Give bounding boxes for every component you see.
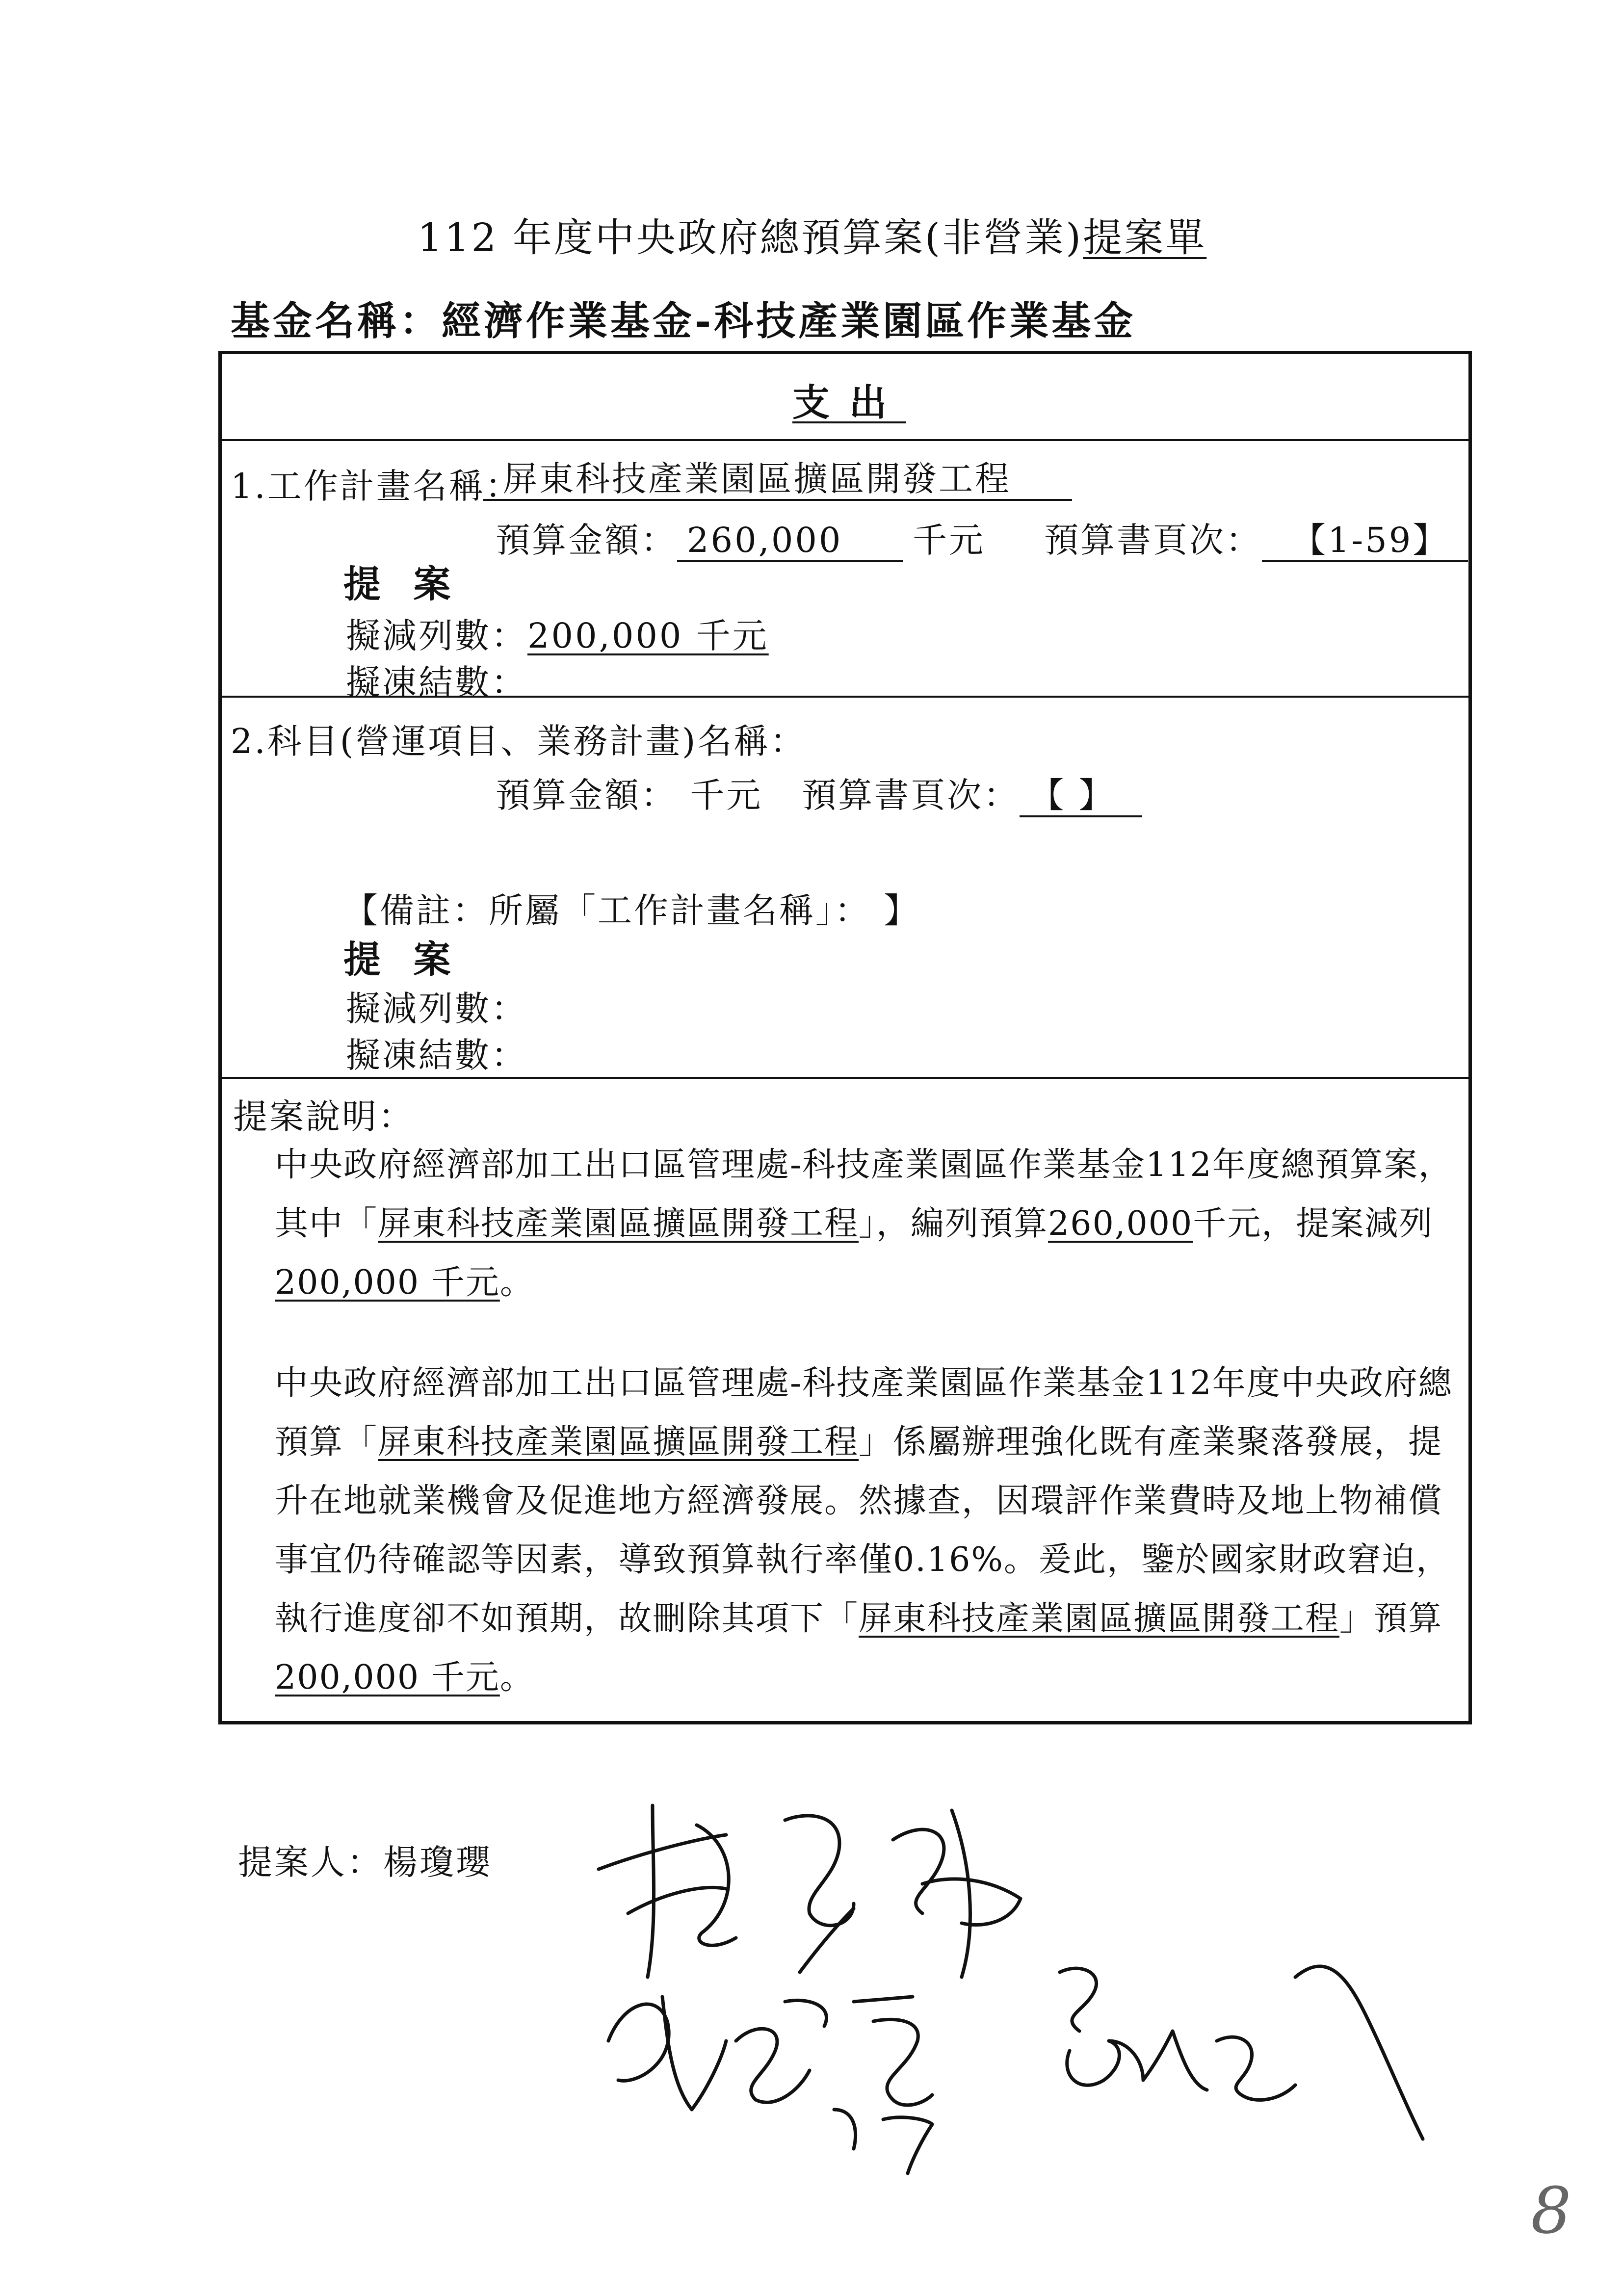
item2-label: 2.科目(營運項目、業務計畫)名稱： <box>231 721 807 761</box>
item2-reduce-label: 擬減列數： <box>346 989 527 1029</box>
p1-amount: 260,000 <box>1048 1204 1193 1243</box>
page-mark: 8 <box>1531 2173 1572 2248</box>
item2-budget-text: 預算金額： 千元 <box>496 775 763 815</box>
item1-budget-value: 260,000 <box>677 522 903 562</box>
proposer-label: 提案人：楊瓊瓔 <box>238 1842 492 1882</box>
title-text: 112 年度中央政府總預算案(非營業) <box>417 215 1083 261</box>
p2-text-b: 」係屬辦理強化既有產業聚落發展，提升在地就業機會及促進地方經濟發展。然據查，因環評作業費時及地上物補償事宜仍待確認等因素，導致預算執行率僅0.16%。爰此，鑒於國家財政窘迫，執行進度卻不如預期，故刪除其項下「 <box>275 1423 1451 1638</box>
p1-text-a: 中央政府經濟部加工出口區管理處-科技產業園區作業基金112年度總預算案，其中「 <box>275 1146 1453 1243</box>
p1-text-b: 」，編列預算 <box>859 1204 1048 1243</box>
section-header-expenditure: 支出 <box>792 381 906 424</box>
item1-unit: 千元 <box>913 520 985 560</box>
handwritten-signatures <box>579 1766 1438 2183</box>
item2-proposal-heading: 提 案 <box>343 938 461 981</box>
item1-proposal-heading: 提 案 <box>343 562 461 606</box>
item2-page-value: 【 】 <box>1020 777 1142 817</box>
item1-plan-name-value: 屏東科技產業園區擴區開發工程 <box>483 460 1072 501</box>
title-underlined-text: 提案單 <box>1083 215 1207 261</box>
divider-header <box>218 439 1472 441</box>
p2-text-a: 中央政府經濟部加工出口區管理處-科技產業園區作業基金112年度中央政府總預算「 <box>275 1364 1453 1461</box>
document-title <box>0 206 1624 262</box>
item1-label: 1.工作計畫名稱： <box>231 466 522 506</box>
p2-plan-name: 屏東科技產業園區擴區開發工程 <box>378 1423 859 1461</box>
p2-cut: 200,000 千元 <box>275 1658 500 1697</box>
item1-plan-name <box>483 459 1072 501</box>
item1-budget-label: 預算金額： <box>496 520 677 560</box>
item1-budget-line <box>496 513 1468 562</box>
item2-freeze-label: 擬凍結數： <box>346 1035 527 1075</box>
p1-cut: 200,000 千元 <box>275 1263 500 1302</box>
item1-reduce-value: 200,000 千元 <box>527 616 769 656</box>
item2-note: 【備註：所屬「工作計畫名稱」： 】 <box>343 890 920 931</box>
item2-page-label: 預算書頁次： <box>802 775 1020 815</box>
fund-name: 基金名稱：經濟作業基金-科技產業園區作業基金 <box>231 298 1136 344</box>
p1-text-c: 千元，提案減列 <box>1193 1204 1434 1243</box>
p2-plan-name-2: 屏東科技產業園區擴區開發工程 <box>859 1599 1340 1638</box>
explanation-paragraph-1 <box>233 1136 1462 1312</box>
item1-reduce-label: 擬減列數： <box>346 616 527 656</box>
item1-freeze-label: 擬凍結數： <box>346 662 527 703</box>
explanation-paragraph-2 <box>233 1354 1462 1707</box>
item2-budget-line <box>496 768 1142 817</box>
p2-text-c: 」預算 <box>1339 1599 1443 1638</box>
item1-page-value: 【1-59】 <box>1262 522 1468 562</box>
explanation-heading: 提案說明： <box>233 1096 415 1137</box>
item1-reduce-line <box>346 608 769 658</box>
p2-text-d: 。 <box>499 1658 534 1697</box>
p1-plan-name: 屏東科技產業園區擴區開發工程 <box>378 1204 859 1243</box>
item1-page-label: 預算書頁次： <box>1044 520 1262 560</box>
p1-text-d: 。 <box>499 1263 534 1302</box>
